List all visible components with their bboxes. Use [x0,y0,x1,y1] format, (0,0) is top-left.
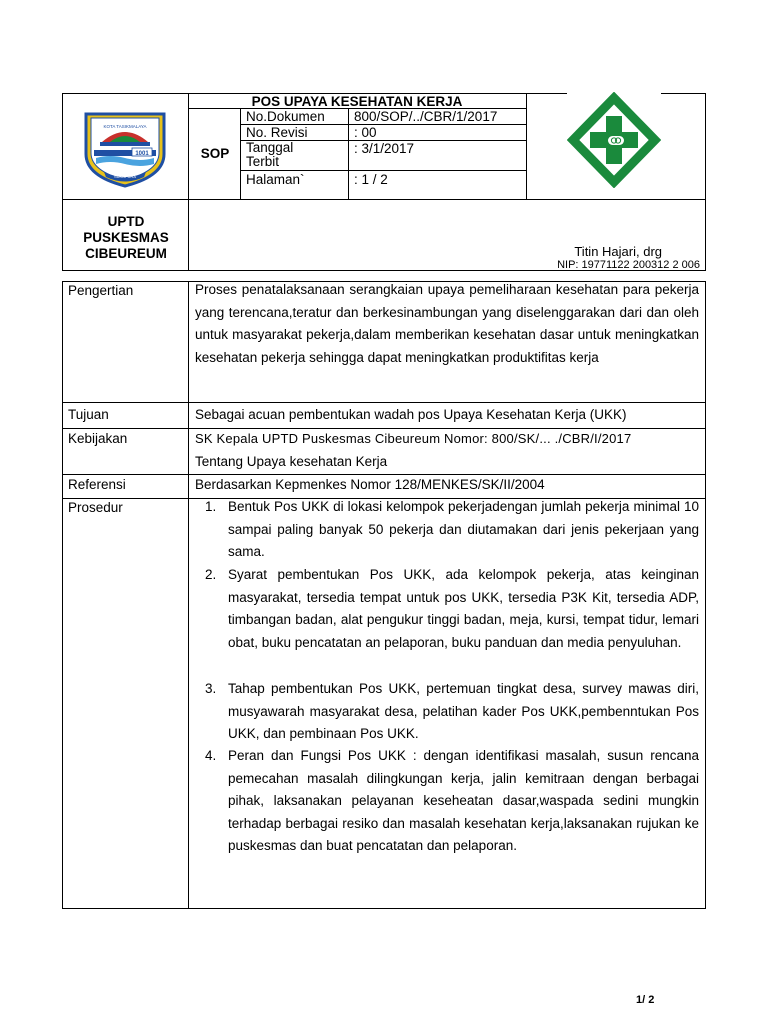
header-divider-fields [348,108,349,199]
row-divider-1 [62,402,706,403]
text-kebijakan-line1: SK Kepala UPTD Puskesmas Cibeureum Nomor: 800/SK/... ./CBR/I/2017 [195,431,632,446]
field-value-halaman: : 1 / 2 [354,172,388,187]
field-label-no-revisi: No. Revisi [246,125,308,140]
text-tujuan: Sebagai acuan pembentukan wadah pos Upaya Kesehatan Kerja (UKK) [195,407,627,422]
field-label-tanggal-terbit: Tanggal Terbit [246,140,294,169]
field-value-no-revisi: : 00 [354,125,377,140]
prosedur-item-4-text: Peran dan Fungsi Pos UKK : dengan identifikasi masalah, susun rencana pemecahan masalah dilingkungan kerja, jalin kemitraan dengan berbagai pihak, laksanakan pelayanan keseheatan dasar,waspada sedini mungkin terhadap berbagai resiko dan masalah kesehatan kerja,laksanakan rujukan ke puskesmas dan buat pencatatan dan pelaporan. [228,748,699,853]
signer-nip: NIP: 19771122 200312 2 006 [557,259,700,271]
prosedur-item-3-number: 3. [205,681,217,696]
org-line-2: PUSKESMAS [83,230,169,245]
text-referensi: Berdasarkan Kepmenkes Nomor 128/MENKES/SK/II/2004 [195,477,545,492]
prosedur-item-3 [205,678,699,746]
field-value-tanggal-terbit: : 3/1/2017 [354,141,415,156]
row-divider-2 [62,428,706,429]
text-pengertian-content: Proses penatalaksanaan serangkaian upaya pemeliharaan kesehatan para pekerja yang terencana,teratur dan berkesinambungan yang diselenggarakan dari dan oleh untuk masyarakat pekerja,dalam memberikan kesehatan dasar untuk meningkatkan kesehatan pekerja sehingga dapat meningkatkan produktifitas kerja [195,282,699,365]
prosedur-item-1-text: Bentuk Pos UKK di lokasi kelompok pekerjadengan jumlah pekerja minimal 10 sampai paling banyak 50 pekerja dan diutamakan dari jenis pekerjaan yang sama. [228,499,699,559]
row-divider-3 [62,474,706,475]
text-pengertian [195,279,699,369]
content-column-divider [188,281,189,909]
prosedur-item-4 [205,745,699,858]
field-label-no-dokumen: No.Dokumen [246,109,325,124]
field-value-no-dokumen: 800/SOP/../CBR/1/2017 [354,109,498,124]
field-row-line-3 [240,170,526,171]
label-pengertian: Pengertian [68,283,134,298]
prosedur-item-2 [205,564,699,654]
prosedur-item-3-text: Tahap pembentukan Pos UKK, pertemuan tingkat desa, survey mawas diri, musyawarah masyarakat desa, pelatihan kader Pos UKK,pembenntukan Pos UKK, dan pembinaan Pos UKK. [228,681,699,741]
logo-city-name: KOTA TASIKMALAYA [103,124,147,129]
kota-tasikmalaya-logo [80,110,170,188]
prosedur-item-4-number: 4. [205,748,217,763]
prosedur-item-1-number: 1. [205,499,217,514]
logo-number: 1001 [135,151,149,157]
prosedur-item-2-text: Syarat pembentukan Pos UKK, ada kelompok pekerja, atas keinginan masyarakat, tersedia tempat untuk pos UKK, tersedia P3K Kit, tersedia ADP, timbangan badan, alat pengukur tinggi badan, meja, kursi, tempat tidur, lemari obat, buku pencatatan an pelaporan, buku panduan dan media penyuluhan. [228,567,699,650]
header-divider-left [188,93,189,271]
prosedur-item-2-number: 2. [205,567,217,582]
logo-motto: SUKAPURA [113,174,137,179]
page-number: 1/ 2 [636,994,655,1006]
header-divider-sop [240,108,241,199]
document-title: POS UPAYA KESEHATAN KERJA [251,94,463,109]
signer-name: Titin Hajari, drg [574,244,662,259]
field-label-halaman: Halaman` [246,172,305,187]
org-line-3: CIBEUREUM [85,246,167,261]
label-kebijakan: Kebijakan [68,431,128,446]
org-line-1: UPTD [107,214,145,229]
sop-label: SOP [200,146,230,161]
label-prosedur: Prosedur [68,500,123,515]
text-kebijakan-line2: Tentang Upaya kesehatan Kerja [195,454,388,469]
prosedur-item-1 [205,496,699,564]
puskesmas-logo [567,92,661,188]
header-divider-right [526,93,527,199]
header-mid-line [62,199,706,200]
label-tujuan: Tujuan [68,407,109,422]
label-referensi: Referensi [68,477,126,492]
